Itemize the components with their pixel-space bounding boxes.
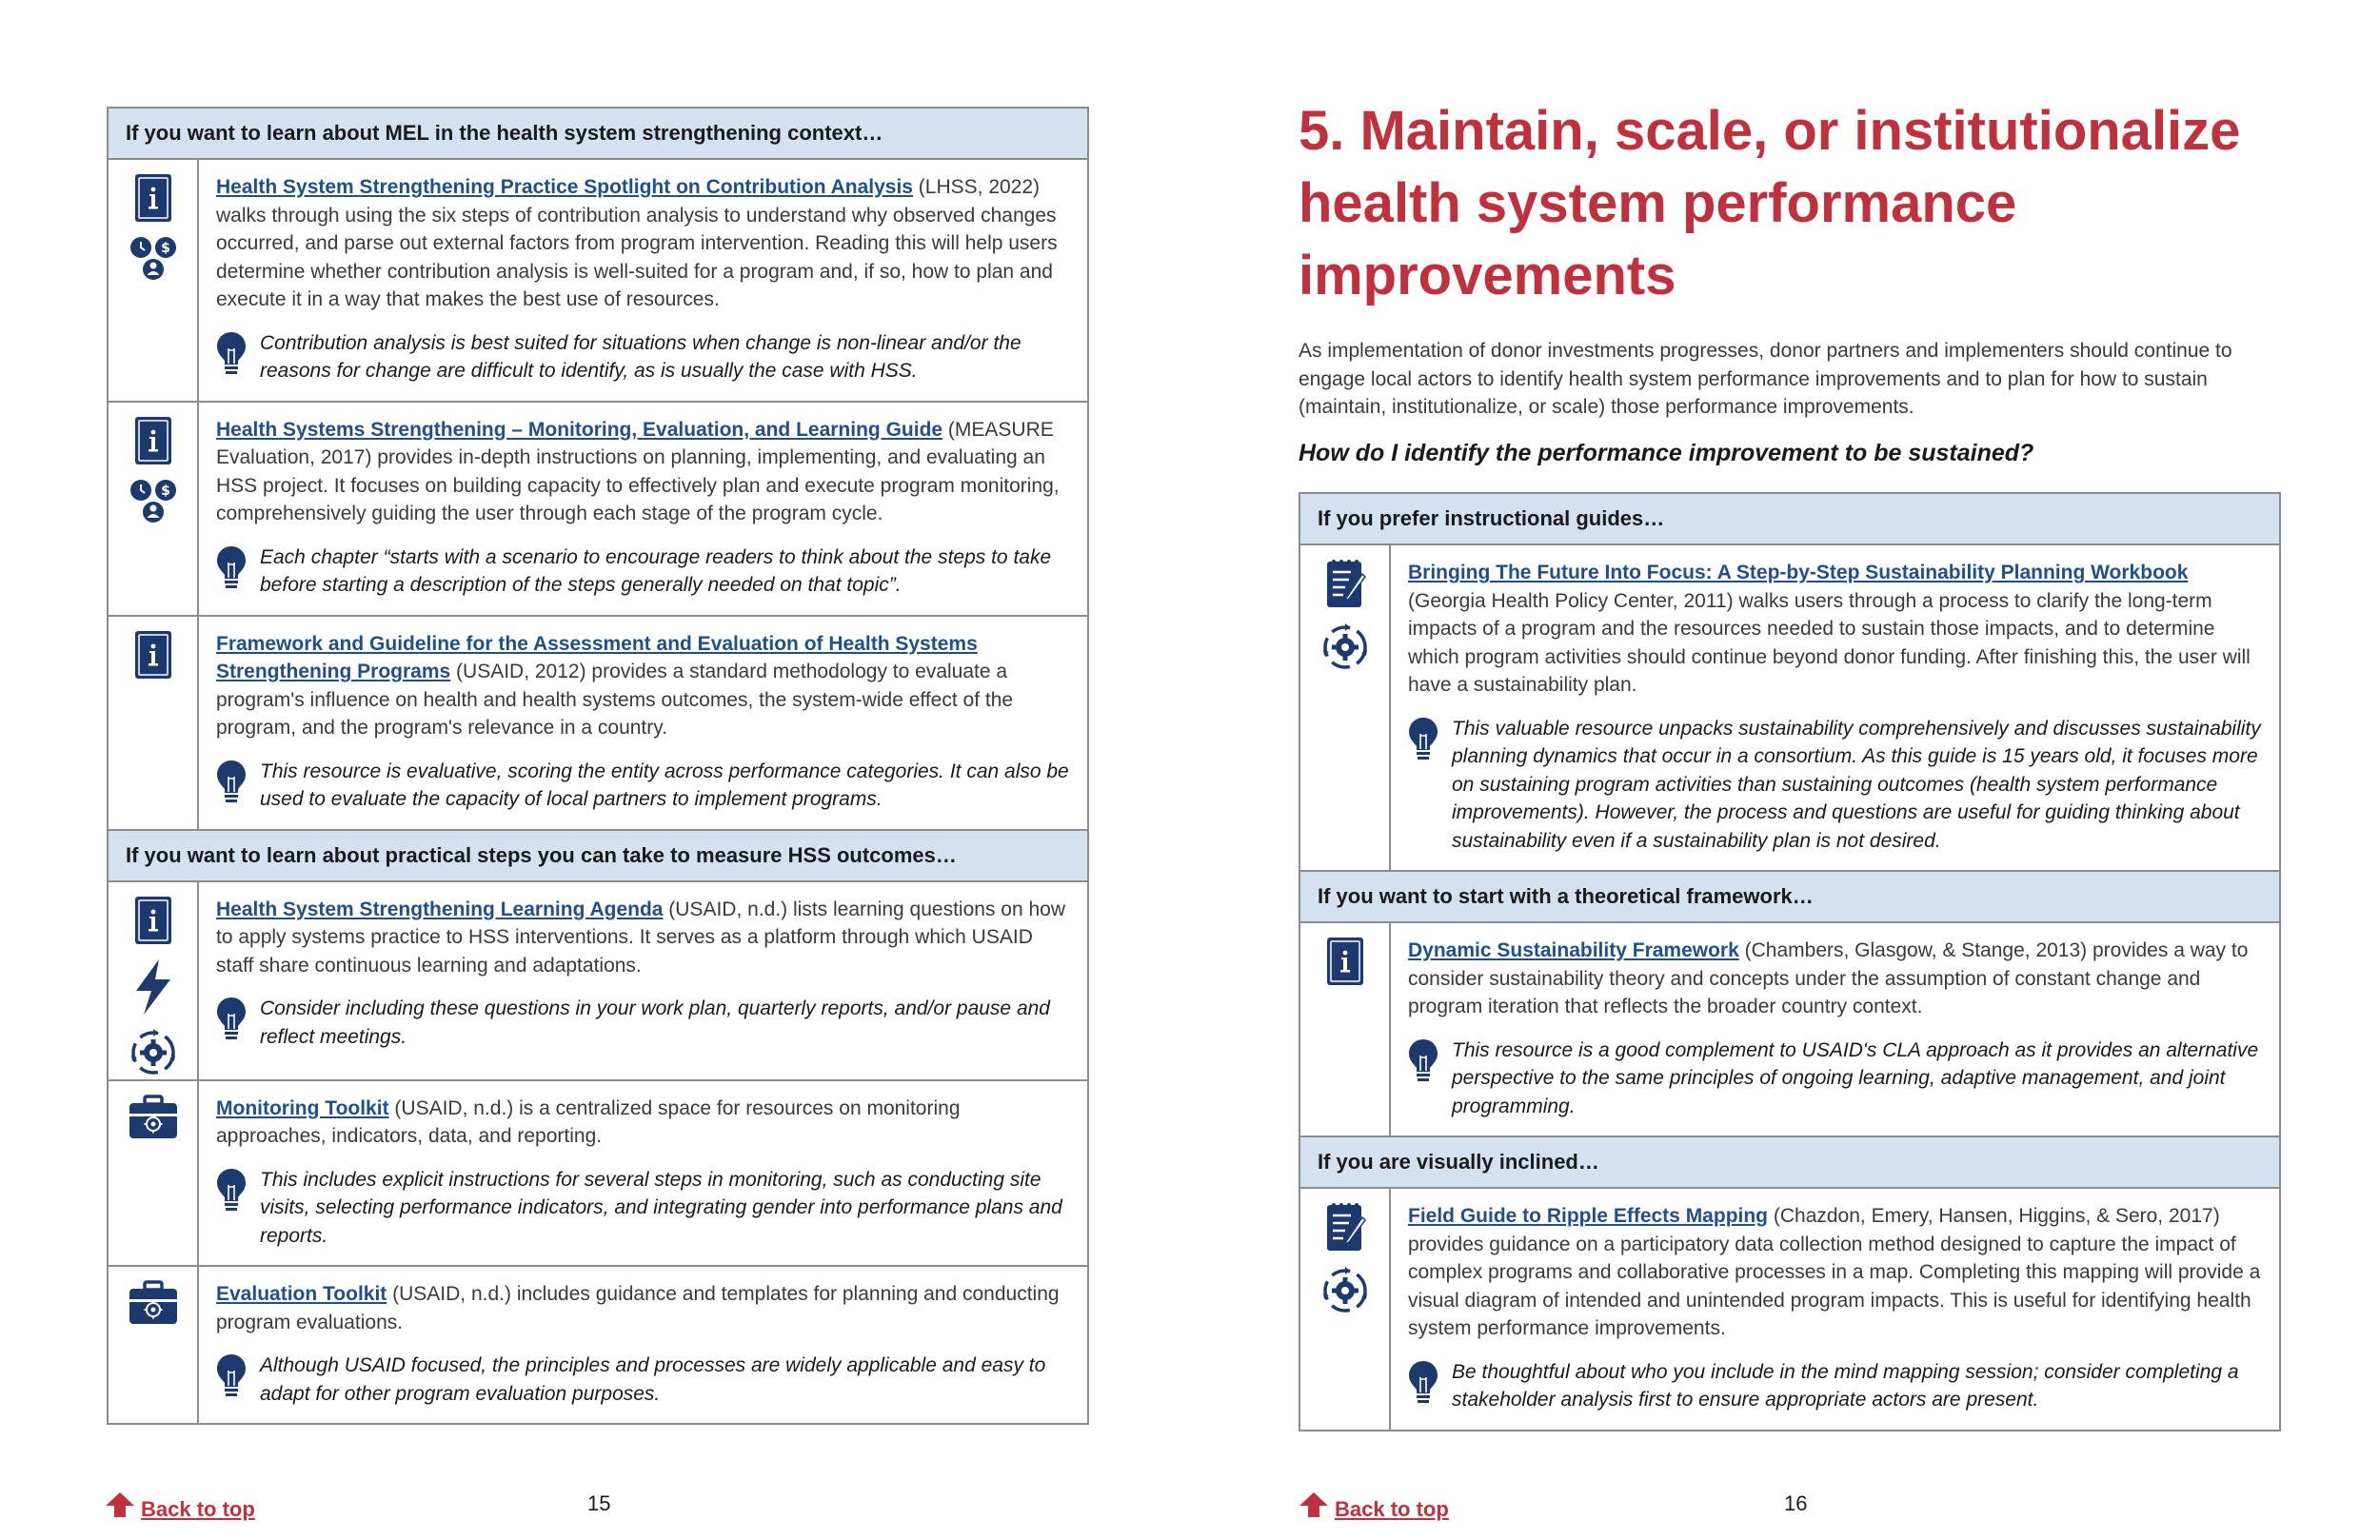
resource-description-cell	[198, 1266, 1088, 1424]
resource-row	[1299, 1188, 2280, 1431]
toolbox-icon	[128, 1280, 179, 1326]
back-to-top-link-right[interactable]	[1299, 1488, 1449, 1522]
book-icon	[134, 173, 172, 225]
toolbox-icon	[128, 1095, 179, 1140]
tip-text: Although USAID focused, the principles and processes are widely applicable and easy to adapt for other program evaluation purposes.	[260, 1354, 1046, 1405]
resource-text: (Chazdon, Emery, Hansen, Higgins, & Sero, 2017) provides guidance on a participatory data collection method designed to capture the impact of complex programs and collaborative processes in a map. Completing this mapping will provide a visual diagram of intended and unintended program impacts. This is useful for identifying health system performance improvements.	[1408, 1205, 2261, 1339]
book-icon	[1326, 937, 1364, 988]
lightbulb-icon	[216, 1168, 247, 1214]
section-header: If you want to start with a theoretical framework…	[1299, 871, 2280, 922]
resource-link[interactable]: Monitoring Toolkit	[216, 1096, 389, 1119]
tip-note	[216, 758, 1072, 814]
resource-description	[216, 1280, 1072, 1336]
resource-description	[216, 1095, 1072, 1151]
gear-cycle-icon	[1319, 622, 1371, 673]
back-to-top-label: Back to top	[141, 1497, 255, 1521]
book-icon	[134, 416, 172, 467]
lightbulb-icon	[216, 997, 247, 1042]
resource-description-cell	[198, 881, 1088, 1080]
resource-description-cell	[1390, 922, 2280, 1136]
lightbulb-icon	[216, 760, 247, 805]
resource-link[interactable]: Dynamic Sustainability Framework	[1408, 939, 1739, 961]
resource-icons-cell	[108, 616, 198, 830]
tip-text: This resource is a good complement to USAID's CLA approach as it provides an alternative perspective to the same principles of ongoing learning, adaptive management, and joint programming.	[1452, 1038, 2259, 1117]
resource-description-cell	[198, 1080, 1088, 1267]
page-number: 16	[1784, 1491, 1808, 1515]
resource-icons-cell	[1299, 1188, 1390, 1431]
lightbulb-icon	[1408, 1038, 1438, 1084]
resource-icons-cell	[108, 159, 198, 402]
resources-icon	[129, 479, 178, 524]
resource-text: (LHSS, 2022) walks through using the six steps of contribution analysis to understand why observed changes occurred, and parse out external factors from program intervention. Reading this will help users determine whether contribution analysis is well-suited for a program and, if so, how to plan and execute it in a way that makes the best use of resources.	[216, 176, 1058, 310]
resource-link[interactable]: Field Guide to Ripple Effects Mapping	[1408, 1205, 1769, 1227]
book-icon	[134, 896, 172, 947]
resource-description-cell	[1390, 1188, 2280, 1431]
resource-description	[1408, 1202, 2264, 1343]
section-header: If you want to learn about MEL in the health system strengthening context…	[108, 108, 1088, 159]
resource-icons-cell	[108, 1080, 198, 1267]
section-header-row	[1299, 1136, 2280, 1188]
resource-link[interactable]: Evaluation Toolkit	[216, 1283, 387, 1305]
resource-link[interactable]: Health System Strengthening Practice Spotlight on Contribution Analysis	[216, 176, 913, 198]
tip-note	[1408, 1358, 2264, 1414]
section-header: If you prefer instructional guides…	[1299, 493, 2280, 544]
resource-icons-cell	[108, 1266, 198, 1424]
resource-text: (MEASURE Evaluation, 2017) provides in-depth instructions on planning, implementing, and evaluating an HSS project. It focuses on building capacity to effectively plan and execute program monitoring, comprehensively guiding the user through each stage of the program cycle.	[216, 418, 1060, 524]
resource-text: (Georgia Health Policy Center, 2011) walks users through a process to clarify the long-term impacts of a program and the resources needed to sustain those impacts, and to determine which program activities should continue beyond donor funding. After finishing this, the user will have a sustainability plan.	[1408, 589, 2251, 696]
notepad-icon	[1324, 559, 1366, 610]
page-number: 15	[587, 1491, 611, 1515]
resource-row	[108, 881, 1088, 1080]
tip-text: Each chapter “starts with a scenario to encourage readers to think about the steps to take before starting a description of the steps generally needed on that topic”.	[260, 545, 1052, 596]
section-header-row	[108, 108, 1088, 159]
resource-table-right	[1299, 492, 2281, 1431]
tip-note	[1408, 1037, 2264, 1121]
resource-link[interactable]: Health Systems Strengthening – Monitoring, Evaluation, and Learning Guide	[216, 418, 943, 441]
notepad-icon	[1324, 1202, 1366, 1254]
resource-row	[1299, 544, 2280, 871]
tip-text: This resource is evaluative, scoring the entity across performance categories. It can also be used to evaluate the capacity of local partners to implement programs.	[260, 760, 1069, 810]
resource-link[interactable]: Framework and Guideline for the Assessment and Evaluation of Health Systems Strengthening Programs	[216, 632, 978, 682]
resource-text: (USAID, n.d.) includes guidance and templates for planning and conducting program evaluations.	[216, 1283, 1060, 1333]
back-to-top-link-left[interactable]	[105, 1488, 255, 1522]
resource-text: (USAID, n.d.) lists learning questions on how to apply systems practice to HSS interventions. It serves as a platform through which USAID staff share continuous learning and adaptations.	[216, 898, 1066, 977]
resource-table-left	[107, 107, 1089, 1425]
resource-icons-cell	[1299, 544, 1390, 871]
resource-row	[1299, 922, 2280, 1136]
tip-note	[216, 329, 1072, 385]
up-arrow-icon	[105, 1491, 135, 1518]
up-arrow-icon	[1299, 1491, 1329, 1518]
lightbulb-icon	[1408, 1360, 1438, 1406]
resource-description	[1408, 559, 2264, 700]
lightbulb-icon	[216, 1353, 247, 1399]
tip-note	[216, 1352, 1072, 1408]
resource-icons-cell	[108, 881, 198, 1080]
lightbulb-icon	[216, 331, 247, 377]
resource-text: (USAID, 2012) provides a standard methodology to evaluate a program's influence on health and health systems outcomes, the system-wide effect of the program, and the program's relevance in a country.	[216, 661, 1014, 739]
resource-row	[108, 616, 1088, 830]
resource-link[interactable]: Bringing The Future Into Focus: A Step-by-Step Sustainability Planning Workbook	[1408, 562, 2189, 583]
resource-icons-cell	[108, 402, 198, 616]
resource-description-cell	[198, 159, 1088, 402]
tip-text: Consider including these questions in your work plan, quarterly reports, and/or pause and reflect meetings.	[260, 997, 1050, 1048]
lightning-icon	[132, 958, 174, 1016]
resource-description	[216, 416, 1072, 528]
tip-note	[1408, 715, 2264, 856]
resources-icon	[129, 236, 178, 282]
resource-description	[216, 896, 1072, 980]
gear-cycle-icon	[1319, 1265, 1371, 1316]
lightbulb-icon	[216, 545, 247, 591]
tip-text: Be thoughtful about who you include in the mind mapping session; consider completing a stakeholder analysis first to ensure appropriate actors are present.	[1452, 1360, 2239, 1411]
section-question: How do I identify the performance improvement to be sustained?	[1299, 440, 2034, 466]
resource-link[interactable]: Health System Strengthening Learning Agenda	[216, 898, 664, 920]
section-title: 5. Maintain, scale, or institutionalize health system performance improvements	[1299, 100, 2241, 306]
resource-description-cell	[198, 616, 1088, 830]
resource-row	[108, 159, 1088, 402]
lightbulb-icon	[1408, 717, 1438, 762]
resource-description-cell	[1390, 544, 2280, 871]
section-header-row	[1299, 871, 2280, 922]
tip-note	[216, 1166, 1072, 1251]
section-header: If you are visually inclined…	[1299, 1136, 2280, 1188]
resource-icons-cell	[1299, 922, 1390, 1136]
resource-description	[216, 630, 1072, 742]
resource-row	[108, 1266, 1088, 1424]
back-to-top-label: Back to top	[1335, 1497, 1449, 1521]
resource-text: (Chambers, Glasgow, & Stange, 2013) provides a way to consider sustainability theory and concepts under the assumption of constant change and program iteration that reflects the broader country context.	[1408, 939, 2249, 1017]
tip-note	[216, 543, 1072, 600]
tip-note	[216, 995, 1072, 1051]
tip-text: Contribution analysis is best suited for situations when change is non-linear and/or the reasons for change are difficult to identify, as is usually the case with HSS.	[260, 331, 1021, 382]
resource-description	[1408, 937, 2264, 1021]
intro-paragraph: As implementation of donor investments progresses, donor partners and implementers should continue to engage local actors to identify health system performance improvements and to plan for how to sustain (maintain, institutionalize, or scale) those performance improvements.	[1299, 340, 2232, 418]
resource-row	[108, 1080, 1088, 1267]
tip-text: This valuable resource unpacks sustainability comprehensively and discusses sustainability planning dynamics that occur in a consortium. As this guide is 15 years old, it focuses more on sustaining program activities than sustaining outcomes (health system performance improvements). However, the process and questions are useful for guiding thinking about sustainability even if a sustainability plan is not desired.	[1452, 717, 2261, 852]
book-icon	[134, 630, 172, 681]
resource-row	[108, 402, 1088, 616]
resource-description-cell	[198, 402, 1088, 616]
section-header-row	[108, 830, 1088, 881]
resource-text: (USAID, n.d.) is a centralized space for resources on monitoring approaches, indicators, data, and reporting.	[216, 1096, 961, 1147]
right-page	[1190, 0, 2380, 1540]
resource-description	[216, 173, 1072, 314]
tip-text: This includes explicit instructions for several steps in monitoring, such as conducting site visits, selecting performance indicators, and integrating gender into performance plans and reports.	[260, 1168, 1062, 1247]
gear-cycle-icon	[128, 1027, 179, 1078]
section-header-row	[1299, 493, 2280, 544]
section-header: If you want to learn about practical steps you can take to measure HSS outcomes…	[108, 830, 1088, 881]
